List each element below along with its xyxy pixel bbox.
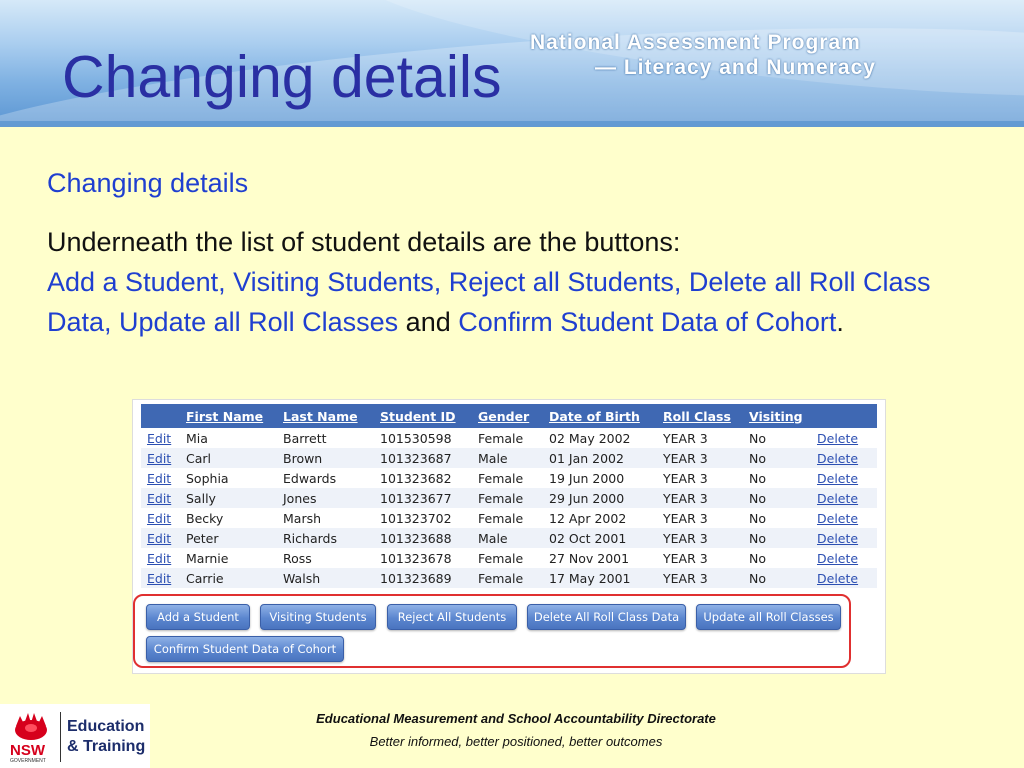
- table-row: [141, 428, 877, 448]
- program-name-line1: National Assessment Program: [530, 31, 861, 54]
- gender-cell: Male: [472, 528, 543, 548]
- delete-link[interactable]: Delete: [817, 450, 859, 466]
- delete-link[interactable]: Delete: [817, 530, 859, 546]
- intro-buttons-sentence: [47, 262, 977, 342]
- student-id-cell: 101323677: [374, 488, 472, 508]
- student-id-cell: 101323688: [374, 528, 472, 548]
- and-text: and: [398, 307, 459, 337]
- student-id-cell: 101323678: [380, 550, 452, 566]
- column-header-first-name[interactable]: First Name: [180, 404, 277, 428]
- visiting-cell: No: [749, 470, 766, 486]
- edit-link[interactable]: Edit: [147, 490, 172, 506]
- roll-class-cell: YEAR 3: [657, 568, 743, 588]
- gender-cell: Male: [472, 448, 543, 468]
- roll-class-cell: YEAR 3: [663, 510, 708, 526]
- dob-cell: 19 Jun 2000: [549, 470, 625, 486]
- gender-cell: Female: [472, 488, 543, 508]
- last-name-cell: Ross: [283, 550, 312, 566]
- header-banner: [0, 0, 1024, 127]
- delete-roll-class-data-button[interactable]: Delete All Roll Class Data: [527, 604, 686, 630]
- page-title: Changing details: [62, 44, 502, 110]
- add-student-button[interactable]: Add a Student: [146, 604, 250, 630]
- last-name-cell: Edwards: [283, 470, 337, 486]
- delete-cell: [811, 568, 877, 588]
- gender-cell: Female: [472, 568, 543, 588]
- delete-cell: [811, 528, 877, 548]
- table-row: [141, 488, 877, 508]
- edit-link[interactable]: Edit: [147, 570, 172, 586]
- table-row: [141, 468, 877, 488]
- student-id-cell: 101530598: [380, 430, 452, 446]
- visiting-cell: No: [743, 568, 811, 588]
- edit-link[interactable]: Edit: [147, 430, 172, 446]
- gender-cell: Female: [478, 470, 524, 486]
- dob-cell: 27 Nov 2001: [549, 550, 630, 566]
- dob-cell: 02 May 2002: [549, 430, 631, 446]
- table-body: [141, 428, 877, 588]
- delete-cell: [811, 488, 877, 508]
- column-header-student-id[interactable]: Student ID: [374, 404, 472, 428]
- program-name-line2: — Literacy and Numeracy: [595, 56, 876, 79]
- section-subtitle: Changing details: [47, 168, 249, 198]
- update-roll-classes-button[interactable]: Update all Roll Classes: [696, 604, 841, 630]
- table-row: [141, 448, 877, 468]
- delete-link[interactable]: Delete: [817, 470, 859, 486]
- visiting-cell: No: [749, 550, 766, 566]
- student-table: [141, 404, 877, 588]
- column-header-edit: [141, 404, 180, 428]
- last-name-cell: Marsh: [283, 510, 322, 526]
- student-list-screenshot: [132, 399, 886, 674]
- student-id-cell: 101323689: [374, 568, 472, 588]
- first-name-cell: Mia: [186, 430, 208, 446]
- first-name-cell: Marnie: [186, 550, 229, 566]
- last-name-cell: Jones: [277, 488, 374, 508]
- delete-cell: [811, 548, 877, 568]
- delete-link[interactable]: Delete: [817, 550, 859, 566]
- roll-class-cell: YEAR 3: [663, 430, 708, 446]
- edit-cell: [141, 568, 180, 588]
- roll-class-cell: YEAR 3: [663, 470, 708, 486]
- edit-link[interactable]: Edit: [147, 470, 172, 486]
- reject-all-students-button[interactable]: Reject All Students: [387, 604, 517, 630]
- first-name-cell: Becky: [186, 510, 224, 526]
- table-row: [141, 548, 877, 568]
- footer-tagline: Better informed, better positioned, better outcomes: [369, 734, 663, 749]
- dob-cell: 29 Jun 2000: [543, 488, 657, 508]
- visiting-students-button[interactable]: Visiting Students: [260, 604, 376, 630]
- first-name-cell: Peter: [180, 528, 277, 548]
- student-id-cell: 101323682: [380, 470, 452, 486]
- visiting-cell: No: [743, 448, 811, 468]
- table-row: [141, 528, 877, 548]
- delete-link[interactable]: Delete: [817, 570, 859, 586]
- student-id-cell: 101323687: [374, 448, 472, 468]
- footer-directorate: Educational Measurement and School Accountability Directorate: [316, 711, 716, 726]
- delete-cell: [811, 508, 877, 528]
- edit-link[interactable]: Edit: [147, 530, 172, 546]
- intro-line: Underneath the list of student details are the buttons:: [47, 227, 681, 257]
- column-header-visiting[interactable]: Visiting: [743, 404, 811, 428]
- banner-edge: [0, 121, 1024, 127]
- student-id-cell: 101323702: [380, 510, 452, 526]
- column-header-dob[interactable]: Date of Birth: [543, 404, 657, 428]
- edit-cell: [141, 428, 180, 448]
- roll-class-cell: YEAR 3: [657, 488, 743, 508]
- last-name-cell: Brown: [277, 448, 374, 468]
- first-name-cell: Sally: [180, 488, 277, 508]
- column-header-gender[interactable]: Gender: [472, 404, 543, 428]
- intro-paragraph: [47, 222, 977, 342]
- table-row: [141, 508, 877, 528]
- visiting-cell: No: [743, 528, 811, 548]
- edit-link[interactable]: Edit: [147, 450, 172, 466]
- last-name-cell: Barrett: [283, 430, 327, 446]
- gender-cell: Female: [478, 510, 524, 526]
- gender-cell: Female: [478, 430, 524, 446]
- roll-class-cell: YEAR 3: [657, 448, 743, 468]
- dob-cell: 01 Jan 2002: [543, 448, 657, 468]
- edit-link[interactable]: Edit: [147, 550, 172, 566]
- buttons-list-text: Add a Student, Visiting Students, Reject all Students, Delete all Roll Class Data, Update all Roll Classes: [47, 267, 931, 337]
- roll-class-cell: YEAR 3: [657, 528, 743, 548]
- dob-cell: 17 May 2001: [543, 568, 657, 588]
- first-name-cell: Carrie: [180, 568, 277, 588]
- last-name-cell: Walsh: [277, 568, 374, 588]
- edit-cell: [141, 528, 180, 548]
- dob-cell: 02 Oct 2001: [543, 528, 657, 548]
- first-name-cell: Carl: [180, 448, 277, 468]
- column-header-last-name[interactable]: Last Name: [277, 404, 374, 428]
- delete-link[interactable]: Delete: [817, 510, 859, 526]
- dob-cell: 12 Apr 2002: [549, 510, 627, 526]
- education-wordmark: Education: [67, 718, 145, 735]
- column-header-roll-class[interactable]: Roll Class: [657, 404, 743, 428]
- gender-cell: Female: [478, 550, 524, 566]
- visiting-cell: No: [749, 430, 766, 446]
- delete-cell: [811, 448, 877, 468]
- government-wordmark: GOVERNMENT: [10, 758, 46, 764]
- edit-link[interactable]: Edit: [147, 510, 172, 526]
- roll-class-cell: YEAR 3: [663, 550, 708, 566]
- edit-cell: [141, 548, 180, 568]
- confirm-phrase-text: Confirm Student Data of Cohort: [458, 307, 837, 337]
- last-name-cell: Richards: [277, 528, 374, 548]
- edit-cell: [141, 468, 180, 488]
- column-header-delete: [811, 404, 877, 428]
- confirm-cohort-button[interactable]: Confirm Student Data of Cohort: [146, 636, 344, 662]
- edit-cell: [141, 488, 180, 508]
- training-wordmark: & Training: [67, 738, 146, 755]
- edit-cell: [141, 448, 180, 468]
- delete-cell: [811, 428, 877, 448]
- period-text: .: [836, 307, 844, 337]
- nsw-wordmark: NSW: [10, 742, 45, 759]
- delete-cell: [811, 468, 877, 488]
- visiting-cell: No: [749, 510, 766, 526]
- visiting-cell: No: [743, 488, 811, 508]
- delete-link[interactable]: Delete: [817, 430, 859, 446]
- action-buttons-highlight: [133, 594, 851, 668]
- table-row: [141, 568, 877, 588]
- edit-cell: [141, 508, 180, 528]
- table-header-row: [141, 404, 877, 428]
- first-name-cell: Sophia: [186, 470, 229, 486]
- delete-link[interactable]: Delete: [817, 490, 859, 506]
